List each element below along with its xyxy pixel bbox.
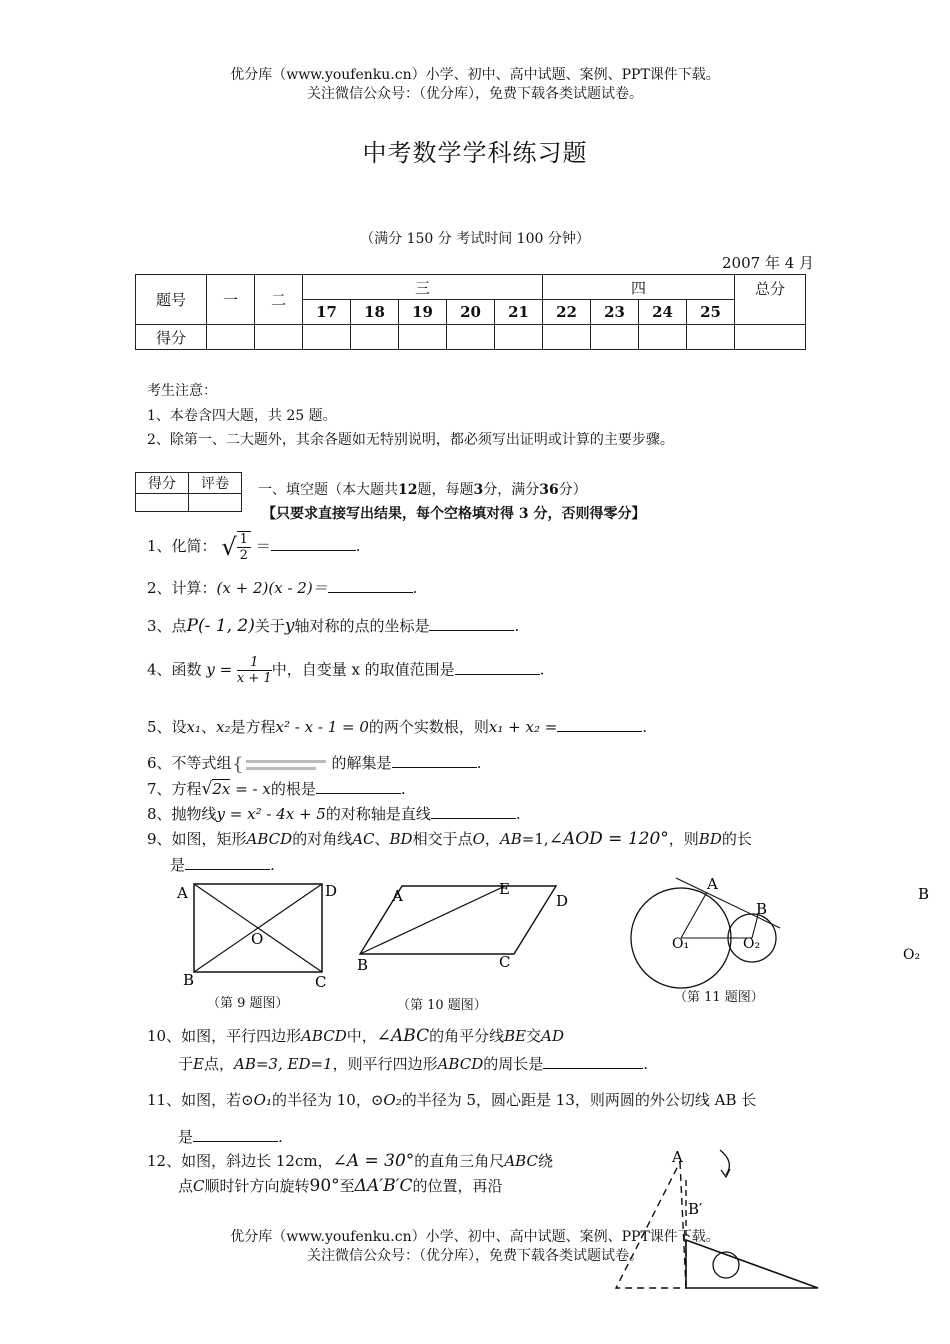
score-cell[interactable] [207,325,255,350]
score-cell[interactable] [447,325,495,350]
fig11-caption: （第 11 题图） [674,990,764,1005]
score-table-header-4: 四 [543,275,735,300]
q3-axis: y [284,616,295,636]
question-11-cont: 是 . [178,1128,283,1146]
score-cell[interactable] [351,325,399,350]
fig11-radius-b [752,915,758,938]
q11-circle: O₁ [253,1091,272,1109]
answer-blank[interactable] [557,717,642,732]
notice-item: 1、本卷含四大题，共 25 题。 [147,408,337,424]
score-table-num: 17 [303,300,351,325]
score-table-num: 18 [351,300,399,325]
q11-text: 的半径为 10，⊙ [271,1091,384,1109]
score-table-row-label: 得分 [136,325,207,350]
q6-text: 6、不等式组 [147,754,232,772]
answer-blank[interactable] [543,1054,643,1069]
q9-side: AB [499,830,522,848]
figure-10 [357,880,568,974]
question-9 [147,828,752,849]
question-10-cont: 于E点，AB=3, ED=1，则平行四边形ABCD的周长是 . [178,1055,649,1073]
q9-rect: ABCD [246,830,293,848]
fig9-label: A [177,884,188,902]
section1-title [258,479,587,499]
q9-diagonal: AC [352,830,375,848]
q1-equals: ＝ [255,537,271,555]
question-4: 4、函数 y = $\frac{1}{x + 1}$ 中，自变量 x 的取值范围是 . [147,655,545,686]
inequality-system [232,756,332,772]
q8-text: 的对称轴是直线 [325,805,431,823]
answer-blank[interactable] [271,536,356,551]
answer-blank[interactable] [316,779,401,794]
q2-text: 2、计算： [147,579,217,597]
q10-text: 中， [346,1027,377,1045]
fig9-label: O [251,930,264,948]
stray-label: O₂ [903,947,921,963]
q12-point: C [193,1177,205,1195]
score-cell[interactable] [303,325,351,350]
q10-segment: BE [504,1027,527,1045]
fig11-label: B [756,900,768,918]
q4-fraction [237,655,272,686]
fig12-label: A [672,1148,683,1166]
score-cell[interactable] [639,325,687,350]
q9-diagonal: BD [698,830,722,848]
q9-text: ， [484,830,500,848]
fig10-parallelogram [360,886,556,954]
q5-text: 是方程 [230,718,276,736]
fig10-label: E [499,880,510,898]
question-1: 1、化简： √ $\frac{1}{2}$ ＝ . [147,532,361,563]
q8-equation: y = x² - 4x + 5 [216,805,326,823]
fig9-label: B [183,971,195,989]
question-8: 8、抛物线y = x² - 4x + 5的对称轴是直线 . [147,805,521,823]
figure-12 [600,1140,830,1300]
fig10-label: C [499,953,511,971]
q12-text: 顺时针方向旋转 [204,1177,310,1195]
score-table-num: 24 [639,300,687,325]
answer-blank[interactable] [429,616,514,631]
q7-text: 的根是 [270,780,316,798]
q12-text: 绕 [537,1152,553,1170]
fig9-label: D [325,882,338,900]
exam-subtitle: （满分 150 分 考试时间 100 分钟） [360,231,590,247]
sqrt-fraction [221,531,251,563]
q4-function: y = [206,660,233,679]
q11-text: 是 [178,1128,194,1146]
q12-text: 的位置，再沿 [412,1177,503,1195]
q10-segment: AD [541,1027,564,1045]
score-table-header-total: 总分 [735,275,806,325]
q12-triangle: ABC [504,1152,538,1170]
q10-text: 交 [526,1027,542,1045]
q9-text: ，则 [668,830,699,848]
section1-title-text: 一、填空题（本大题共 [258,482,398,498]
score-table-num: 21 [495,300,543,325]
grading-score-label: 得分 [136,473,189,494]
fig10-caption: （第 10 题图） [397,998,487,1013]
footer-line-2: 关注微信公众号：（优分库），免费下载各类试题试卷。 [307,1248,643,1264]
q12-text: 12、如图，斜边长 12cm， [147,1152,333,1170]
radical-sign: √ [221,533,237,561]
q11-circle: O₂ [383,1091,402,1109]
q7-expression: = - x [235,780,271,798]
score-table-header-num: 题号 [136,275,207,325]
q11-text: 11、如图，若⊙ [147,1091,254,1109]
score-table [135,274,806,350]
q9-text: 9、如图，矩形 [147,830,247,848]
question-6: 6、不等式组 { 的解集是 . [147,754,482,774]
fig11-label: O₁ [672,936,690,952]
figure-11 [631,875,780,988]
section1-count: 12 [398,482,418,498]
q1-text: 1、化简： [147,537,217,555]
q8-text: 8、抛物线 [147,805,217,823]
answer-blank[interactable] [455,660,540,675]
fig9-label: C [315,973,327,991]
q10-text: ，则平行四边形 [332,1055,438,1073]
grading-reviewer-label: 评卷 [189,473,242,494]
q11-text: 的半径为 5，圆心距是 13，则两圆的外公切线 AB 长 [401,1091,757,1109]
section1-title-text: 分，满分 [483,482,540,498]
inequality-system-graphic [232,756,332,774]
svg-text:{: { [231,756,243,774]
fig11-radius-a [681,892,707,938]
answer-blank[interactable] [431,804,516,819]
q9-text: =1, [521,830,549,848]
score-table-num: 23 [591,300,639,325]
score-cell[interactable] [591,325,639,350]
fig12-triangle-dashed [616,1162,686,1288]
q12-degrees: 90° [309,1176,340,1196]
fig12-label: B′ [688,1200,703,1218]
q5-sum: x₁ + x₂ = [488,718,558,736]
page-title: 中考数学学科练习题 [362,139,588,167]
q1-denominator: 2 [239,548,248,563]
q9-text: 相交于点 [412,830,473,848]
q5-text: 、 [201,718,217,736]
exam-date: 2007 年 4 月 [722,254,815,272]
q10-text: 10、如图，平行四边形 [147,1027,302,1045]
question-3: 3、点P(- 1, 2)关于y轴对称的点的坐标是 . [147,616,520,636]
score-cell[interactable] [495,325,543,350]
header-line-2: 关注微信公众号：（优分库），免费下载各类试题试卷。 [307,86,643,102]
fig11-label: A [707,875,718,893]
q9-text: 的对角线 [292,830,353,848]
score-cell[interactable] [543,325,591,350]
grading-table [135,472,242,512]
fig9-caption: （第 9 题图） [207,996,289,1011]
section1-points: 3 [473,482,484,498]
q5-text: 的两个实数根，则 [368,718,489,736]
answer-blank[interactable] [328,578,413,593]
q4-text: 4、函数 [147,660,202,679]
score-table-num: 20 [447,300,495,325]
stray-label: B [918,885,930,903]
q10-angle: ∠ABC [376,1026,430,1046]
q10-parallelogram: ABCD [437,1055,484,1073]
q3-point: P(- 1, 2) [186,616,255,636]
question-10 [147,1025,564,1046]
fig10-label: D [556,892,569,910]
q10-text: 的周长是 [483,1055,544,1073]
section1-title-text: 题，每题 [417,482,474,498]
q3-text: 3、点 [147,617,187,635]
q1-numerator: 1 [237,532,251,548]
q12-text: 至 [339,1177,355,1195]
notice-heading: 考生注意： [147,383,217,399]
grading-score-cell[interactable] [136,494,189,512]
score-table-num: 25 [687,300,735,325]
grading-reviewer-cell[interactable] [189,494,242,512]
q9-text: 、 [374,830,390,848]
question-11 [147,1089,756,1110]
q4-numerator: 1 [237,655,272,671]
notice-item: 2、除第一、二大题外，其余各题如无特别说明，都必须写出证明或计算的主要步骤。 [147,432,674,448]
q9-point: O [472,830,485,848]
question-7: 7、方程√2x = - x的根是 . [147,779,406,799]
q5-x1: x₁ [186,718,202,736]
section1-instruction: 【只要求直接写出结果，每个空格填对得 3 分，否则得零分】 [262,506,646,522]
answer-blank[interactable] [185,855,270,870]
q9-diagonal: BD [389,830,413,848]
fig11-label: O₂ [743,936,761,952]
q9-angle: ∠AOD = 120° [548,829,669,849]
q12-angle: ∠A = 30° [332,1151,415,1171]
q10-lengths: AB=3, ED=1 [233,1055,333,1073]
score-cell[interactable] [399,325,447,350]
score-cell[interactable] [255,325,303,350]
section1-total: 36 [539,482,559,498]
q4-text: 中，自变量 x 的取值范围是 [271,660,455,679]
q4-denominator: x + 1 [236,671,272,686]
fig10-label: B [357,956,369,974]
q1-fraction [237,531,251,563]
figure-9 [176,882,337,991]
score-table-num: 19 [399,300,447,325]
question-2: 2、计算：(x + 2)(x - 2)＝ . [147,579,418,597]
q5-equation: x² - x - 1 = 0 [275,718,369,736]
q9-text: 是 [170,856,186,874]
answer-blank[interactable] [193,1127,278,1142]
q2-expression: (x + 2)(x - 2)＝ [216,579,328,597]
answer-blank[interactable] [392,753,477,768]
q6-text: 的解集是 [331,754,392,772]
question-12-cont [178,1175,502,1196]
score-table-header-3: 三 [303,275,543,300]
q10-parallelogram: ABCD [301,1027,347,1045]
q7-text: 7、方程 [147,780,202,798]
q3-text: 关于 [254,617,285,635]
question-5: 5、设x₁、x₂是方程x² - x - 1 = 0的两个实数根，则x₁ + x₂ = . [147,718,648,736]
footer-line-1: 优分库（www.youfenku.cn）小学、初中、高中试题、案例、PPT课件下载。 [230,1229,720,1245]
q7-radicand: 2x [212,780,231,798]
question-9-cont: 是 . [170,856,275,874]
score-cell[interactable] [735,325,806,350]
q3-text: 轴对称的点的坐标是 [294,617,430,635]
section1-title-text: 分） [558,482,587,498]
q12-triangle: ΔA′B′C [354,1176,413,1196]
q9-text: 的长 [721,830,752,848]
q5-text: 5、设 [147,718,187,736]
q10-text: 的角平分线 [429,1027,505,1045]
score-table-num: 22 [543,300,591,325]
question-12 [147,1150,553,1171]
radical-sign: √ [201,779,213,799]
score-cell[interactable] [687,325,735,350]
q12-text: 点 [178,1177,194,1195]
fig10-label: A [392,887,403,905]
q10-point: E [193,1055,204,1073]
q12-text: 的直角三角尺 [414,1152,505,1170]
header-line-1: 优分库（www.youfenku.cn）小学、初中、高中试题、案例、PPT课件下载。 [230,67,720,83]
score-table-header-2: 二 [255,275,303,325]
figures-9-10-11 [0,870,950,1010]
q10-text: 于 [178,1055,194,1073]
q10-text: 点， [203,1055,234,1073]
score-table-header-1: 一 [207,275,255,325]
q5-x2: x₂ [216,718,231,736]
